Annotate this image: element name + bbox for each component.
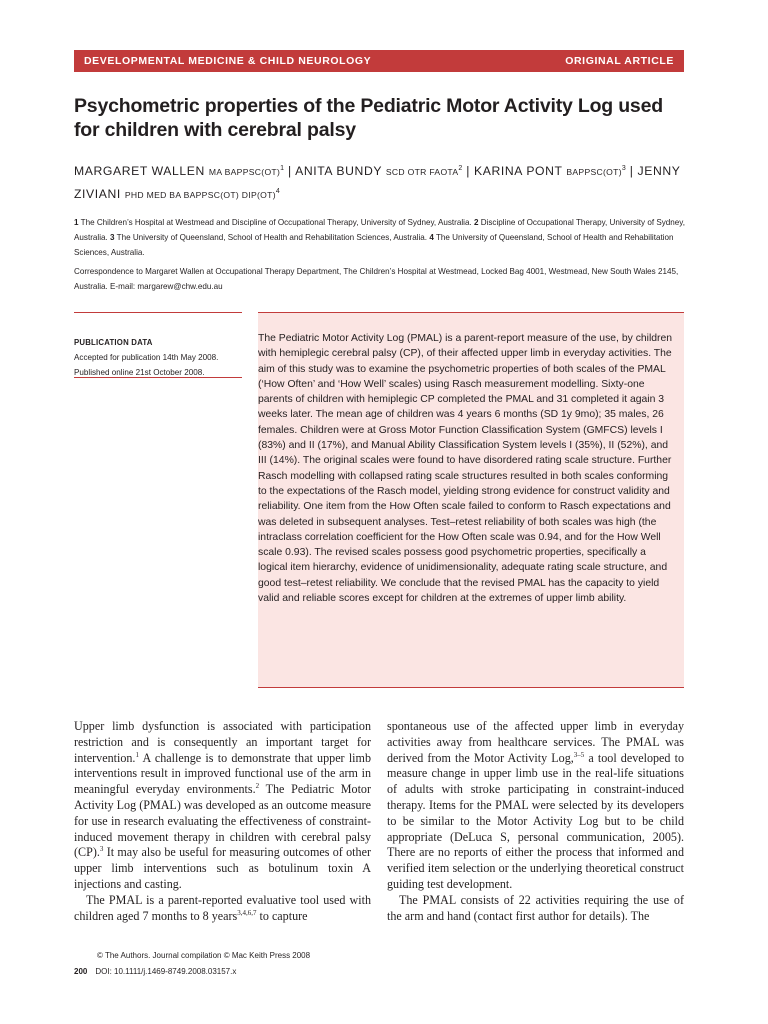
affiliation-number: 4 <box>429 233 434 242</box>
author-affiliation-ref: 4 <box>275 188 280 196</box>
citation-ref: 2 <box>255 782 260 791</box>
author-name: MARGARET WALLEN <box>74 164 205 179</box>
body-paragraph <box>387 719 684 893</box>
author-name: JENNY ZIVIANI <box>74 164 681 202</box>
body-paragraph <box>74 719 371 893</box>
author-name: ANITA BUNDY <box>295 164 382 179</box>
author-degrees: PHD MED BA BAPPSC(OT) DIP(OT) <box>124 190 276 201</box>
footer-copyright: © The Authors. Journal compilation © Mac Keith Press 2008 <box>97 951 311 960</box>
affiliations <box>74 215 686 260</box>
citation-ref: 3,4,6,7 <box>237 908 257 917</box>
affiliation-text: The University of Queensland, School of Health and Rehabilitation Sciences, Australia. <box>116 233 428 242</box>
author-degrees: MA BAPPSC(OT) <box>208 167 281 178</box>
published-date: Published online 21st October 2008. <box>74 368 205 377</box>
affiliation-text: Discipline of Occupational Therapy, University of Sydney, Australia. <box>74 218 685 242</box>
article-title: Psychometric properties of the Pediatric Motor Activity Log used for children with cerebral palsy <box>74 95 663 141</box>
publication-data-box <box>74 312 242 378</box>
body-paragraph <box>74 893 371 925</box>
body-text: Upper limb dysfunction is associated with participation restriction and is consequently an important target for intervention. <box>74 719 371 765</box>
affiliation-text: The Children’s Hospital at Westmead and Discipline of Occupational Therapy, University of Sydney, Australia. <box>80 218 472 227</box>
body-text: spontaneous use of the affected upper limb in everyday activities away from healthcare services. The PMAL was derived from the Motor Activity Log, <box>387 719 684 765</box>
citation-ref: 3–5 <box>573 750 585 759</box>
affiliation-text: The University of Queensland, School of Health and Rehabilitation Sciences, Australia. <box>74 233 674 257</box>
author-name: KARINA PONT <box>474 164 563 179</box>
body-text: The PMAL is a parent-reported evaluative tool used with children aged 7 months to 8 years <box>74 892 371 923</box>
body-text: a tool developed to measure change in upper limb use in the real-life situations of adults with stroke participating in constraint-induced therapy. Items for the PMAL were selected by its developers to be similar to the Motor Activity Log but to be child appropriate (DeLuca S, personal communication, 2005). There are no reports of either the process that informed and verified item selection or the underlying theoretical construct guiding test development. <box>387 750 684 891</box>
author-affiliation-ref: 2 <box>458 165 463 172</box>
affiliation-number: 3 <box>110 233 115 242</box>
body-column-right <box>387 719 684 924</box>
affiliation-number: 1 <box>74 218 79 227</box>
body-text: A challenge is to demonstrate that upper limb interventions result in improved functional use of the arm in meaningful everyday environments. <box>74 750 371 797</box>
author-degrees: SCD OTR FAOTA <box>385 167 459 178</box>
publication-data-heading: PUBLICATION DATA <box>74 338 153 347</box>
abstract-box <box>258 312 684 688</box>
accepted-date: Accepted for publication 14th May 2008. <box>74 353 219 362</box>
body-text: It may also be useful for measuring outcomes of other upper limb interventions such as botulinum toxin A injections and casting. <box>74 845 371 891</box>
body-paragraph: The PMAL consists of 22 activities requiring the use of the arm and hand (contact first author for details). The <box>387 892 684 923</box>
body-text: The Pediatric Motor Activity Log (PMAL) was developed as an outcome measure for use in research evaluating the effectiveness of constraint-induced movement therapy in children with cerebral palsy (CP). <box>74 782 372 860</box>
abstract-text: The Pediatric Motor Activity Log (PMAL) is a parent-report measure of the use, by children with hemiplegic cerebral palsy (CP), of their affected upper limb in everyday activities. The aim of this study was to examine the psychometric properties of both scales of the PMAL (‘How Often’ and ‘How Well’ scales) using Rasch measurement modelling. Sixty-one parents of children with hemiplegic CP completed the PMAL and 31 completed it again 3 weeks later. The mean age of children was 4 years 6 months (SD 1y 9mo); 35 males, 26 females. Children were at Gross Motor Function Classification System (GMFCS) levels I (83%) and II (17%), and Manual Ability Classification System levels I (35%), II (52%), and III (14%). The original scales were found to have disordered rating scale structure. Further Rasch modelling with collapsed rating scale structures resulted in both scales conforming to the expectations of the Rasch model, yielding strong evidence for construct validity and reliability. One item from the How Often scale failed to conform to Rasch expectations and was deleted in subsequent analyses. Test–retest reliability of both scales was high (the intraclass correlation coefficient for the How Often scale was 0.94, and for the How Well scale 0.93). The revised scales possess good psychometric properties, specifically a logical item hierarchy, evidence of unidimensionality, adequate rating scale structure, and good test–retest reliability. We conclude that the revised PMAL has the capacity to yield valid and reliable scores except for children at the extremes of upper limb ability. <box>258 333 673 605</box>
journal-name: DEVELOPMENTAL MEDICINE & CHILD NEUROLOGY <box>84 55 372 67</box>
article-type: ORIGINAL ARTICLE <box>565 55 674 67</box>
body-column-left <box>74 719 371 924</box>
author-affiliation-ref: 3 <box>621 165 626 172</box>
author-affiliation-ref: 1 <box>280 165 285 172</box>
correspondence: Correspondence to Margaret Wallen at Occupational Therapy Department, The Children’s Hospital at Westmead, Locked Bag 4001, Westmead, New South Wales 2145, Australia. E-mail: margarew@chw.edu.au <box>74 267 679 291</box>
body-text: to capture <box>256 908 308 923</box>
journal-header-bar <box>74 50 684 72</box>
affiliation-number: 2 <box>473 218 479 227</box>
citation-ref: 1 <box>135 750 139 759</box>
author-list: MARGARET WALLEN MA BAPPSC(OT)$^1$ | ANITA BUNDY SCD OTR FAOTA$^2$ | KARINA PONT BAPPSC(OT)$^3$ | JENNY ZIVIANI PHD MED BA BAPPSC(OT) DIP(OT)$^4$ <box>74 164 681 202</box>
footer-line <box>74 967 236 976</box>
page-number: 200 <box>74 967 88 976</box>
author-degrees: BAPPSC(OT) <box>566 167 622 178</box>
citation-ref: 3 <box>99 845 104 854</box>
doi: DOI: 10.1111/j.1469-8749.2008.03157.x <box>95 967 237 976</box>
